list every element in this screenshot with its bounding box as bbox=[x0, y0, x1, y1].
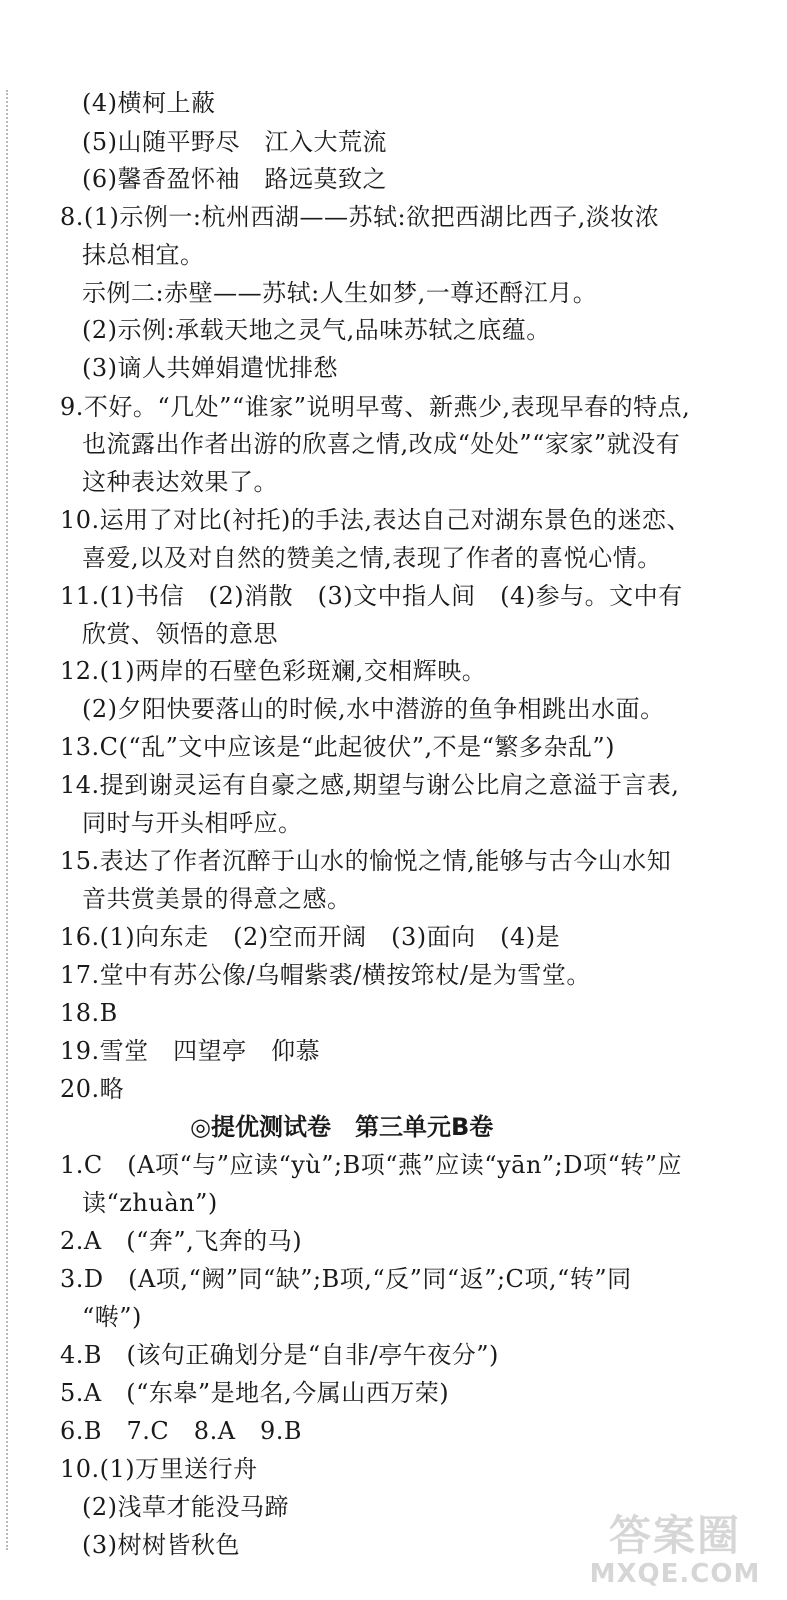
text-line: 也流露出作者出游的欣喜之情,改成“处处”“家家”就没有 bbox=[82, 430, 681, 458]
text-line: 14.提到谢灵运有自豪之感,期望与谢公比肩之意溢于言表, bbox=[60, 771, 680, 799]
text-line: 18.B bbox=[60, 999, 118, 1027]
text-line: (2)示例:承载天地之灵气,品味苏轼之底蕴。 bbox=[82, 316, 551, 344]
text-line: 12.(1)两岸的石壁色彩斑斓,交相辉映。 bbox=[60, 657, 487, 685]
text-line: (2)浅草才能没马蹄 bbox=[82, 1493, 289, 1521]
text-line: 同时与开头相呼应。 bbox=[82, 809, 303, 837]
text-line: “啭”) bbox=[82, 1303, 142, 1331]
text-line: 17.堂中有苏公像/乌帽紫裘/横按筇杖/是为雪堂。 bbox=[60, 961, 591, 989]
text-line: 4.B (该句正确划分是“自非/亭午夜分”) bbox=[60, 1341, 499, 1369]
text-line: 15.表达了作者沉醉于山水的愉悦之情,能够与古今山水知 bbox=[60, 847, 672, 875]
text-line: 1.C (A项“与”应读“yù”;B项“燕”应读“yān”;D项“转”应 bbox=[60, 1151, 683, 1179]
text-line: 6.B 7.C 8.A 9.B bbox=[60, 1417, 303, 1445]
text-line: 这种表达效果了。 bbox=[82, 468, 278, 496]
watermark-url: MXQE.COM bbox=[589, 1559, 761, 1589]
text-line: 10.运用了对比(衬托)的手法,表达自己对湖东景色的迷恋、 bbox=[60, 506, 692, 534]
text-line: 19.雪堂 四望亭 仰慕 bbox=[60, 1037, 321, 1065]
text-line: 抹总相宜。 bbox=[82, 241, 205, 269]
text-line: 9.不好。“几处”“谁家”说明早莺、新燕少,表现早春的特点, bbox=[60, 393, 691, 421]
text-line: 10.(1)万里送行舟 bbox=[60, 1455, 258, 1483]
text-line: 16.(1)向东走 (2)空而开阔 (3)面向 (4)是 bbox=[60, 923, 561, 951]
text-line: (3)树树皆秋色 bbox=[82, 1531, 240, 1559]
watermark bbox=[575, 1512, 775, 1592]
text-line: 喜爱,以及对自然的赞美之情,表现了作者的喜悦心情。 bbox=[82, 544, 662, 572]
text-line: 3.D (A项,“阙”同“缺”;B项,“反”同“返”;C项,“转”同 bbox=[60, 1265, 632, 1293]
text-line: 示例二:赤壁——苏轼:人生如梦,一尊还酹江月。 bbox=[82, 279, 598, 307]
watermark-logo: 答案圈 bbox=[608, 1511, 741, 1560]
text-line: 13.C(“乱”文中应该是“此起彼伏”,不是“繁多杂乱”) bbox=[60, 733, 616, 761]
text-line: 8.(1)示例一:杭州西湖——苏轼:欲把西湖比西子,淡妆浓 bbox=[60, 203, 660, 231]
text-line: (2)夕阳快要落山的时候,水中潜游的鱼争相跳出水面。 bbox=[82, 695, 665, 723]
text-line: 5.A (“东皋”是地名,今属山西万荣) bbox=[60, 1379, 450, 1407]
text-line: 2.A (“奔”,飞奔的马) bbox=[60, 1227, 303, 1255]
text-line: (4)横柯上蔽 bbox=[82, 89, 216, 117]
text-line: 音共赏美景的得意之感。 bbox=[82, 885, 352, 913]
text-line: 11.(1)书信 (2)消散 (3)文中指人间 (4)参与。文中有 bbox=[60, 582, 683, 610]
text-line: (6)馨香盈怀袖 路远莫致之 bbox=[82, 165, 387, 193]
text-line: (5)山随平野尽 江入大荒流 bbox=[82, 128, 387, 156]
text-line: 欣赏、领悟的意思 bbox=[82, 620, 278, 648]
text-line: 20.略 bbox=[60, 1075, 125, 1103]
text-line: (3)谪人共婵娟遣忧排愁 bbox=[82, 354, 338, 382]
text-line: 读“zhuàn”) bbox=[82, 1189, 218, 1217]
section-title: ◎提优测试卷 第三单元B卷 bbox=[190, 1113, 494, 1141]
